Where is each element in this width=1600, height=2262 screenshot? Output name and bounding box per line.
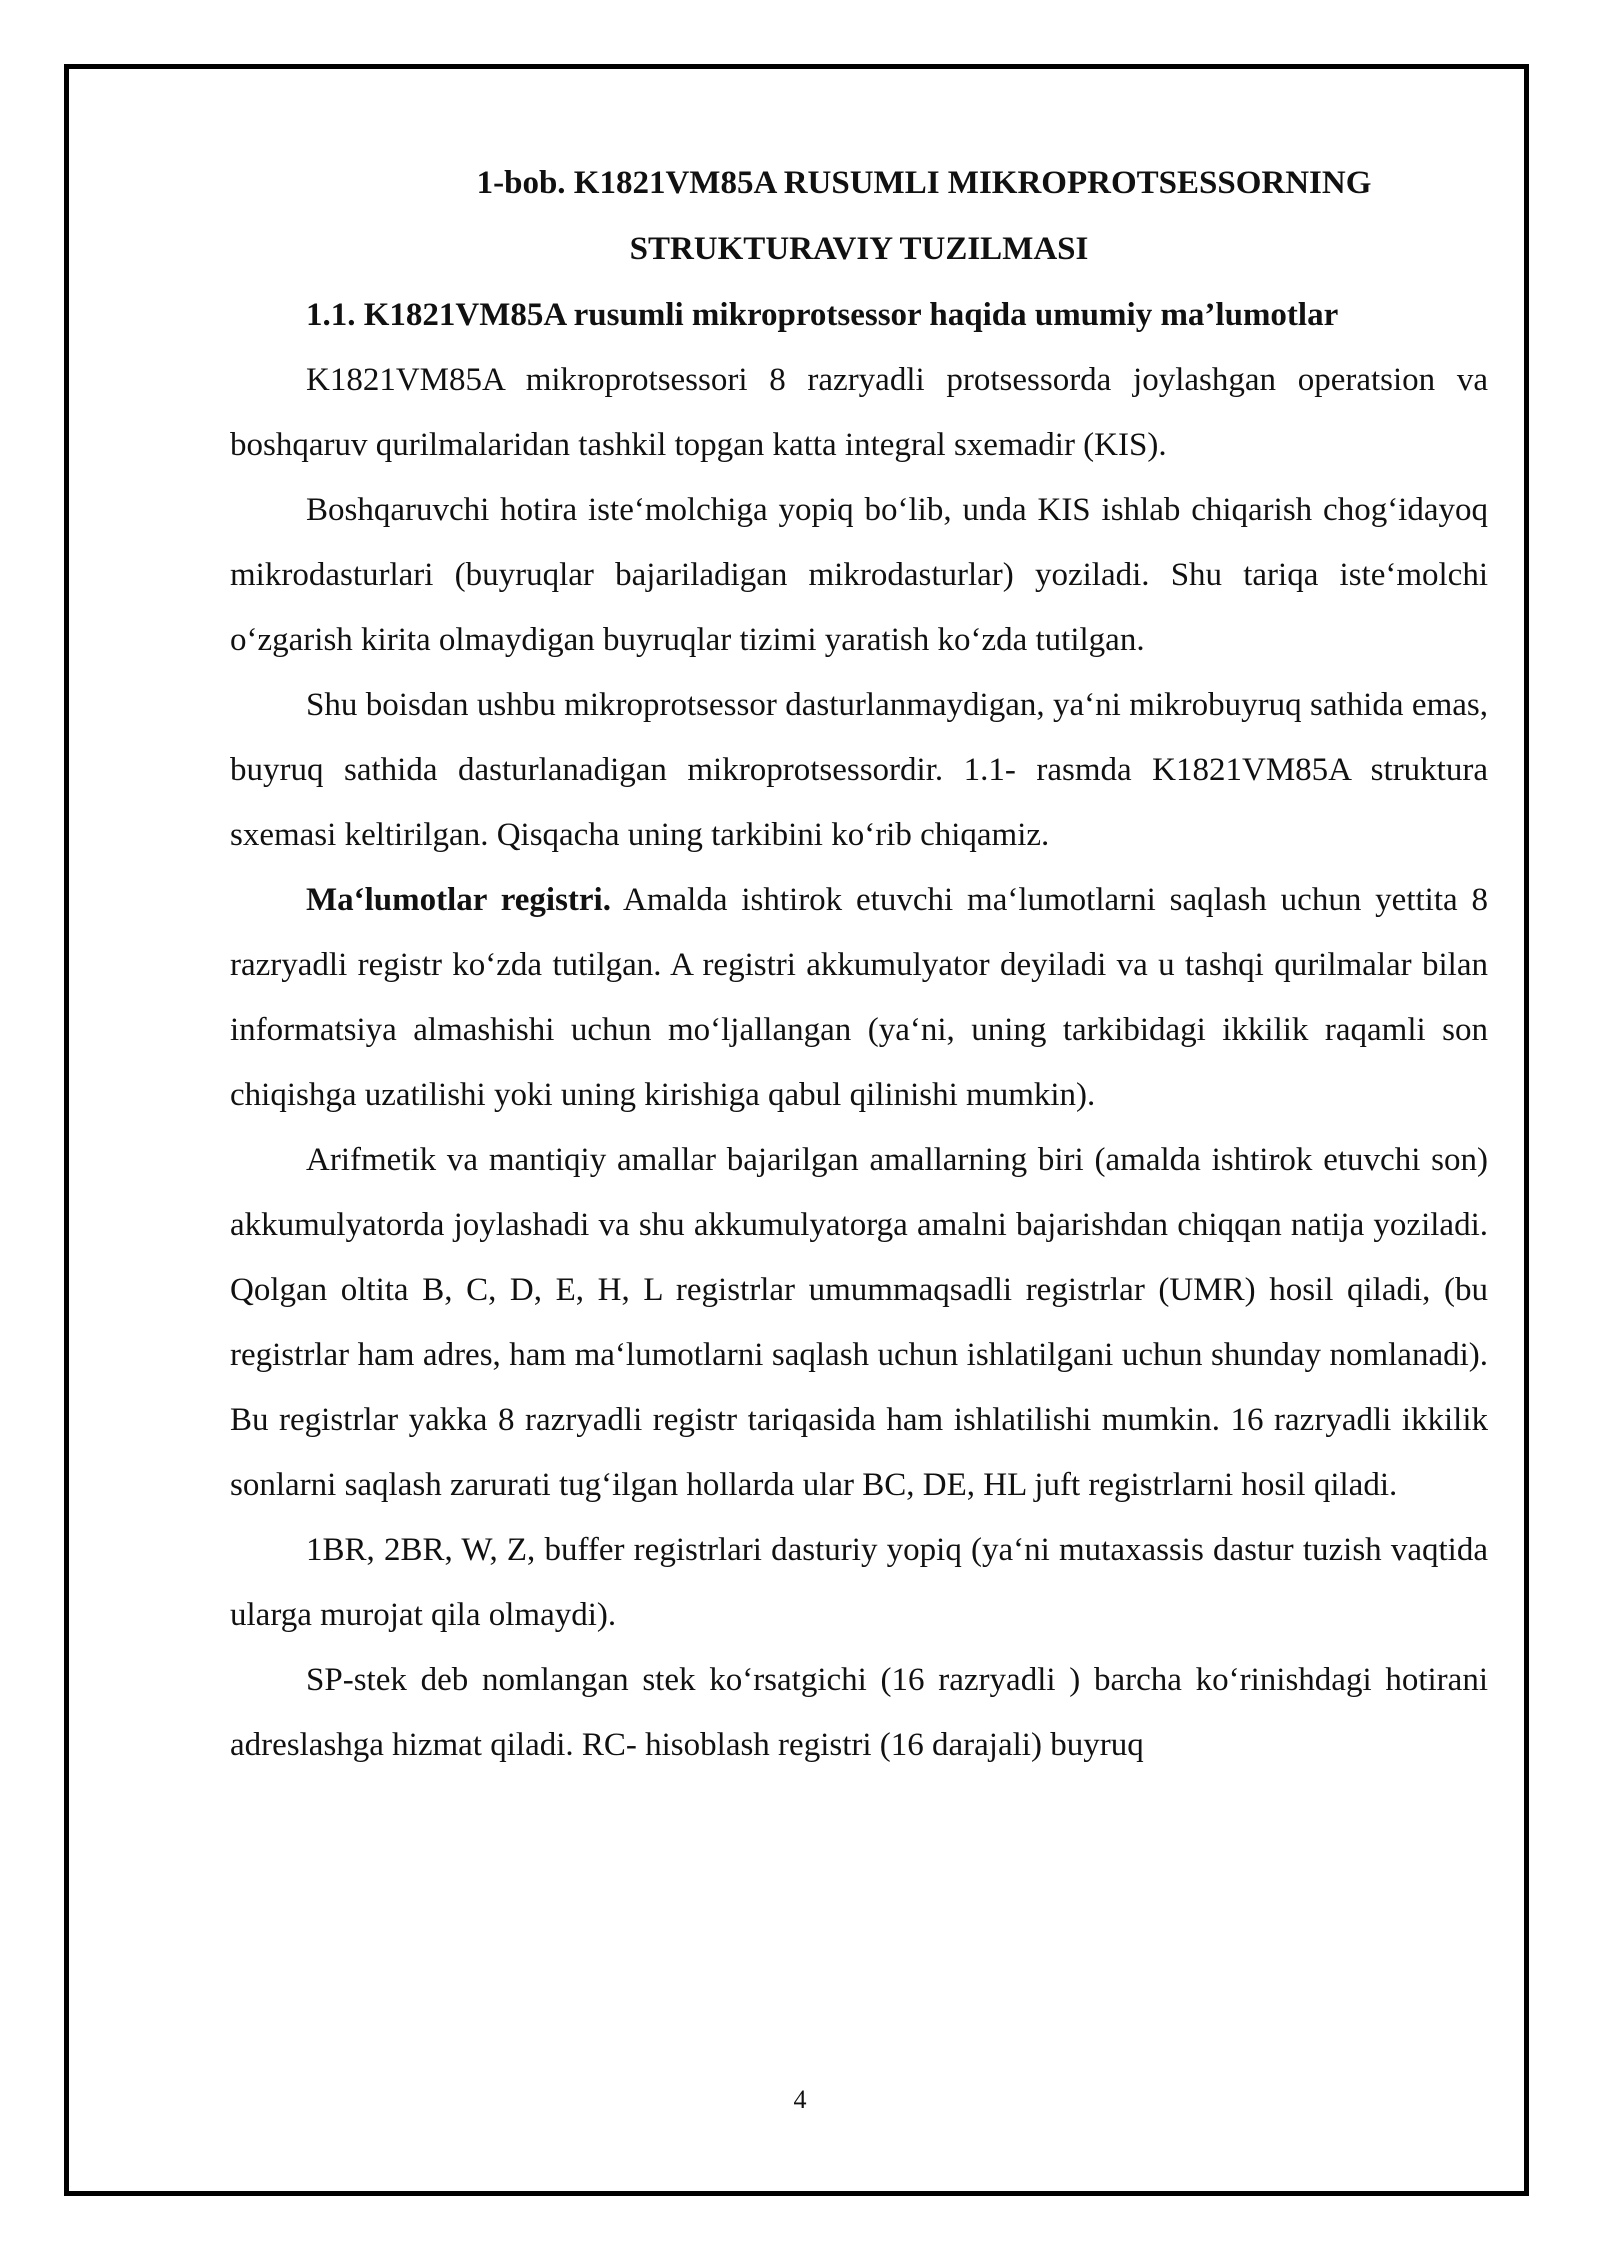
paragraph-6: 1BR, 2BR, W, Z, buffer registrlari dasturiy yopiq (ya‘ni mutaxassis dastur tuzish vaqtida ularga murojat qila olmaydi). [230,1532,1488,1633]
paragraph-2: Boshqaruvchi hotira iste‘molchiga yopiq bo‘lib, unda KIS ishlab chiqarish chog‘idayoq mikrodasturlari (buyruqlar bajariladigan mikrodasturlar) yoziladi. Shu tariqa iste‘molchi o‘zgarish kirita olmaydigan buyruqlar tizimi yaratish ko‘zda tutilgan. [230,492,1488,658]
chapter-title-line2: STRUKTURAVIY TUZILMASI [629,231,1089,267]
paragraph-5: Arifmetik va mantiqiy amallar bajarilgan amallarning biri (amalda ishtirok etuvchi son) akkumulyatorda joylashadi va shu akkumulyatorga amalni bajarishdan chiqqan natija yoziladi. Qolgan oltita B, C, D, E, H, L registrlar umummaqsadli registrlar (UMR) hosil qiladi, (bu registrlar ham adres, ham ma‘lumotlarni saqlash uchun ishlatilgani uchun shunday nomlanadi). Bu registrlar yakka 8 razryadli registr tariqasida ham ishlatilishi mumkin. 16 razryadli ikkilik sonlarni saqlash zarurati tug‘ilgan hollarda ular BC, DE, HL juft registrlarni hosil qiladi. [230,1142,1488,1503]
paragraph-7: SP-stek deb nomlangan stek ko‘rsatgichi (16 razryadli ) barcha ko‘rinishdagi hotirani adreslashga hizmat qiladi. RC- hisoblash registri (16 darajali) buyruq [230,1662,1488,1763]
paragraph-4 [230,868,1488,1128]
chapter-title [230,150,1488,282]
section-title: 1.1. K1821VM85A rusumli mikroprotsessor haqida umumiy ma’lumotlar [306,297,1339,333]
paragraph-4-text: Amalda ishtirok etuvchi ma‘lumotlarni saqlash uchun yettita 8 razryadli registr ko‘zda tutilgan. A registri akkumulyator deyiladi va u tashqi qurilmalar bilan informatsiya almashishi uchun mo‘ljallangan (ya‘ni, uning tarkibidagi ikkilik raqamli son chiqishga uzatilishi yoki uning kirishiga qabul qilinishi mumkin). [230,882,1488,1113]
chapter-title-line1: 1-bob. K1821VM85A RUSUMLI MIKROPROTSESSORNING [476,165,1372,201]
paragraph-4-lead: Ma‘lumotlar registri. [306,882,611,918]
page-content [230,150,1488,1778]
page-number: 4 [793,2085,807,2114]
paragraph-3: Shu boisdan ushbu mikroprotsessor dasturlanmaydigan, ya‘ni mikrobuyruq sathida emas, buyruq sathida dasturlanadigan mikroprotsessordir. 1.1- rasmda K1821VM85A struktura sxemasi keltirilgan. Qisqacha uning tarkibini ko‘rib chiqamiz. [230,687,1488,853]
paragraph-1: K1821VM85A mikroprotsessori 8 razryadli protsessorda joylashgan operatsion va boshqaruv qurilmalaridan tashkil topgan katta integral sxemadir (KIS). [230,362,1488,463]
